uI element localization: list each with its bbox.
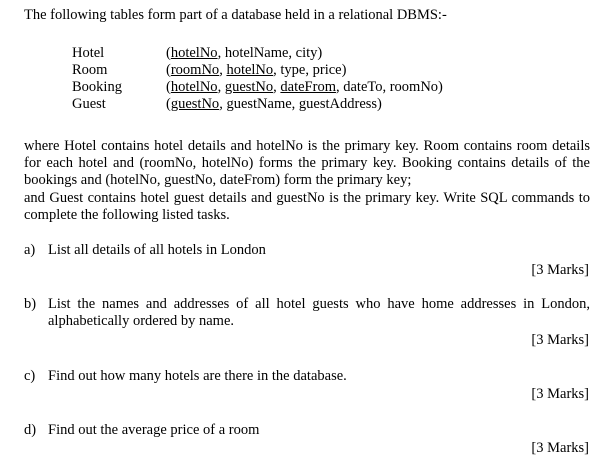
schema-attributes xyxy=(166,79,443,96)
question-letter: a) xyxy=(24,242,36,258)
question-b xyxy=(24,296,590,331)
question-letter: b) xyxy=(24,296,37,312)
question-letter: d) xyxy=(24,422,37,438)
attr-text: , guestName, guestAddress) xyxy=(219,96,382,112)
primary-key-attr: hotelNo xyxy=(170,79,218,95)
attr-text: , type, price) xyxy=(273,62,347,78)
primary-key-attr: hotelNo xyxy=(170,45,218,61)
primary-key-attr: dateFrom xyxy=(280,79,336,95)
marks-label: [3 Marks] xyxy=(531,332,589,348)
question-letter: c) xyxy=(24,368,36,384)
description-paragraph-2: and Guest contains hotel guest details and guestNo is the primary key. Write SQL commands to complete the following listed tasks. xyxy=(24,189,590,223)
question-c xyxy=(24,368,590,385)
marks-label: [3 Marks] xyxy=(531,386,589,402)
schema-table-name: Room xyxy=(72,62,108,78)
question-text: List all details of all hotels in London xyxy=(48,242,266,258)
schema-attributes xyxy=(166,96,382,113)
schema-table-name: Hotel xyxy=(72,45,105,61)
attr-text: , dateTo, roomNo) xyxy=(335,79,443,95)
description-paragraph-1: where Hotel contains hotel details and hotelNo is the primary key. Room contains room details for each hotel and (roomNo, hotelNo) forms the primary key. Booking contains details of the bookings and (hotelNo, guestNo, dateFrom) form the primary key; xyxy=(24,138,590,189)
attr-text: , hotelName, city) xyxy=(217,45,323,61)
attr-text: ( xyxy=(166,79,171,95)
question-text: Find out how many hotels are there in the database. xyxy=(48,368,347,384)
attr-text: ( xyxy=(166,96,171,112)
schema-table-name: Booking xyxy=(72,79,122,95)
schema-attributes xyxy=(166,45,322,62)
attr-text: ( xyxy=(166,62,171,78)
schema-table-name: Guest xyxy=(72,96,106,112)
question-text: List the names and addresses of all hotel guests who have home addresses in London, alphabetically ordered by name. xyxy=(48,296,590,330)
primary-key-attr: roomNo xyxy=(170,62,220,78)
marks-label: [3 Marks] xyxy=(531,262,589,278)
intro-text: The following tables form part of a database held in a relational DBMS:- xyxy=(24,7,447,23)
attr-text: ( xyxy=(166,45,171,61)
primary-key-attr: hotelNo xyxy=(226,62,274,78)
schema-attributes xyxy=(166,62,346,79)
question-a xyxy=(24,242,590,259)
attr-text: , xyxy=(273,79,281,95)
primary-key-attr: guestNo xyxy=(224,79,274,95)
attr-text: , xyxy=(217,79,225,95)
question-d xyxy=(24,422,590,439)
description xyxy=(24,138,590,224)
question-text: Find out the average price of a room xyxy=(48,422,260,438)
primary-key-attr: guestNo xyxy=(170,96,220,112)
attr-text: , xyxy=(219,62,227,78)
marks-label: [3 Marks] xyxy=(531,440,589,456)
